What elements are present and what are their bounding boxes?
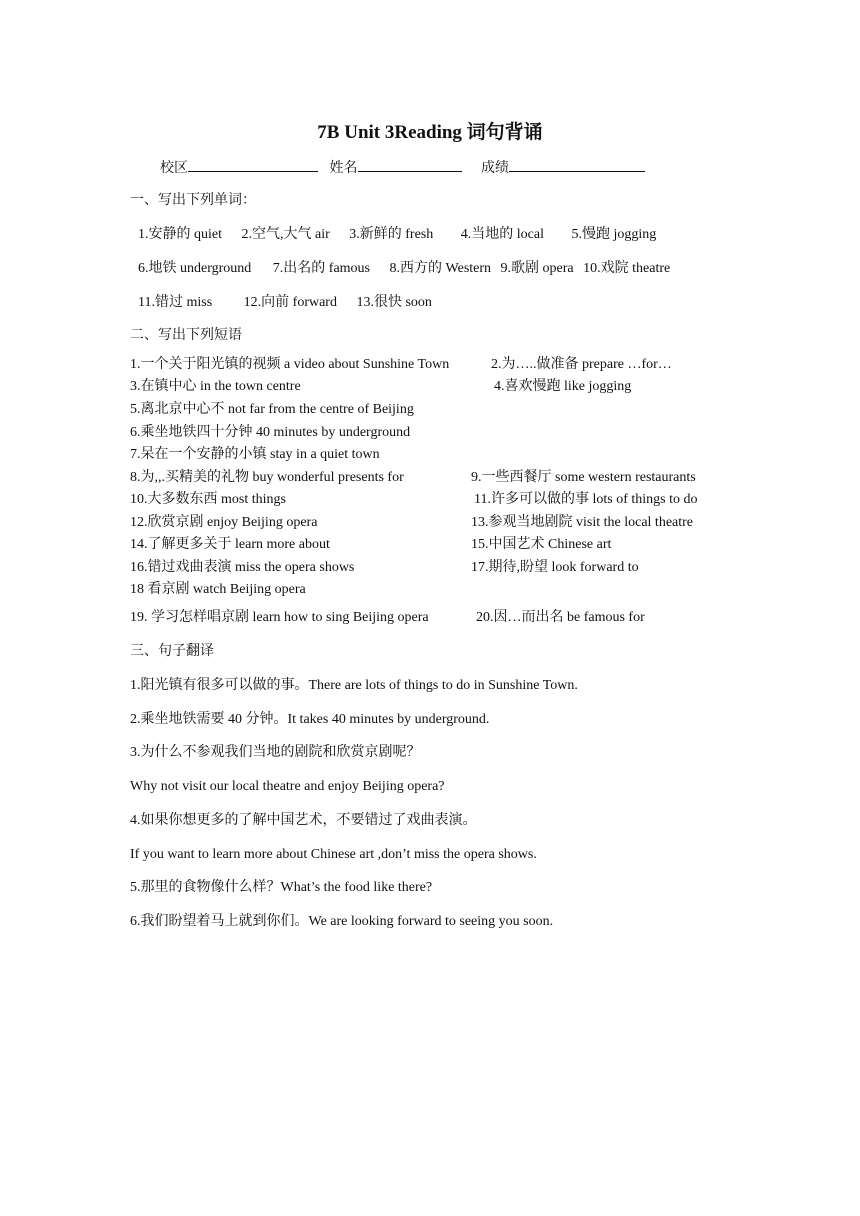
sentence-item: Why not visit our local theatre and enjoy Beijing opera? [130, 779, 445, 794]
phrase-item: 13.参观当地剧院 visit the local theatre [471, 515, 694, 530]
vocab-item: 7.出名的 famous [272, 261, 371, 276]
vocab-item: 9.歌剧 opera [500, 261, 574, 276]
phrase-item: 11.许多可以做的事 lots of things to do [474, 492, 698, 507]
phrase-item: 9.一些西餐厅 some western restaurants [471, 470, 696, 485]
phrase-item: 15.中国艺术 Chinese art [471, 537, 612, 552]
phrase-item: 14.了解更多关于 learn more about [130, 537, 330, 552]
vocab-item: 11.错过 miss [138, 295, 213, 310]
phrase-item: 20.因…而出名 be famous for [476, 610, 645, 625]
section1-heading: 一、写出下列单词： [130, 193, 256, 208]
phrase-item: 5.离北京中心不 not far from the centre of Beijing [130, 402, 414, 417]
vocab-item: 2.空气,大气 air [241, 227, 330, 242]
vocab-item: 4.当地的 local [460, 227, 544, 242]
vocab-item: 10.戏院 theatre [583, 261, 671, 276]
campus-blank[interactable] [188, 157, 318, 172]
sentence-item: 6.我们盼望着马上就到你们。We are looking forward to seeing you soon. [130, 914, 554, 929]
vocab-item: 3.新鲜的 fresh [349, 227, 434, 242]
sentence-item: 5.那里的食物像什么样？What’s the food like there? [130, 880, 433, 895]
sentence-item: 3.为什么不参观我们当地的剧院和欣赏京剧呢？ [130, 745, 421, 760]
campus-label: 校区 [160, 161, 188, 176]
score-blank[interactable] [509, 157, 645, 172]
sentence-item: 1.阳光镇有很多可以做的事。There are lots of things to do in Sunshine Town. [130, 678, 578, 693]
phrase-item: 16.错过戏曲表演 miss the opera shows [130, 560, 355, 575]
phrase-item: 10.大多数东西 most things [130, 492, 286, 507]
section3-heading: 三、句子翻译 [130, 644, 214, 659]
vocab-row-1 [138, 226, 666, 244]
phrase-item: 6.乘坐地铁四十分钟 40 minutes by underground [130, 425, 411, 440]
vocab-row-3 [138, 294, 442, 312]
vocab-item: 8.西方的 Western [389, 261, 492, 276]
section2-heading: 二、写出下列短语 [130, 328, 242, 343]
score-label: 成绩 [481, 161, 509, 176]
name-blank[interactable] [358, 157, 462, 172]
phrase-item: 12.欣赏京剧 enjoy Beijing opera [130, 515, 318, 530]
phrase-item: 19. 学习怎样唱京剧 learn how to sing Beijing opera [130, 610, 429, 625]
vocab-item: 12.向前 forward [243, 295, 337, 310]
phrase-item: 2.为…..做准备 prepare …for… [491, 357, 672, 372]
vocab-item: 13.很快 soon [356, 295, 432, 310]
phrase-item: 18 看京剧 watch Beijing opera [130, 582, 306, 597]
phrase-item: 8.为,,.买精美的礼物 buy wonderful presents for [130, 470, 404, 485]
sentence-item: 4.如果你想更多的了解中国艺术，不要错过了戏曲表演。 [130, 813, 477, 828]
vocab-item: 5.慢跑 jogging [571, 227, 657, 242]
vocab-item: 1.安静的 quiet [138, 227, 222, 242]
phrase-item: 17.期待,盼望 look forward to [471, 560, 639, 575]
vocab-row-2 [138, 260, 680, 278]
phrase-item: 4.喜欢慢跑 like jogging [494, 379, 632, 394]
name-label: 姓名 [329, 161, 358, 176]
phrase-item: 7.呆在一个安静的小镇 stay in a quiet town [130, 447, 380, 462]
sentence-item: If you want to learn more about Chinese art ,don’t miss the opera shows. [130, 847, 537, 862]
vocab-item: 6.地铁 underground [138, 261, 252, 276]
phrase-item: 1.一个关于阳光镇的视频 a video about Sunshine Town [130, 357, 450, 372]
header-fields [160, 157, 645, 178]
phrase-item: 3.在镇中心 in the town centre [130, 379, 301, 394]
page-title: 7B Unit 3Reading 词句背诵 [317, 122, 543, 143]
sentence-item: 2.乘坐地铁需要 40 分钟。It takes 40 minutes by underground. [130, 712, 490, 727]
